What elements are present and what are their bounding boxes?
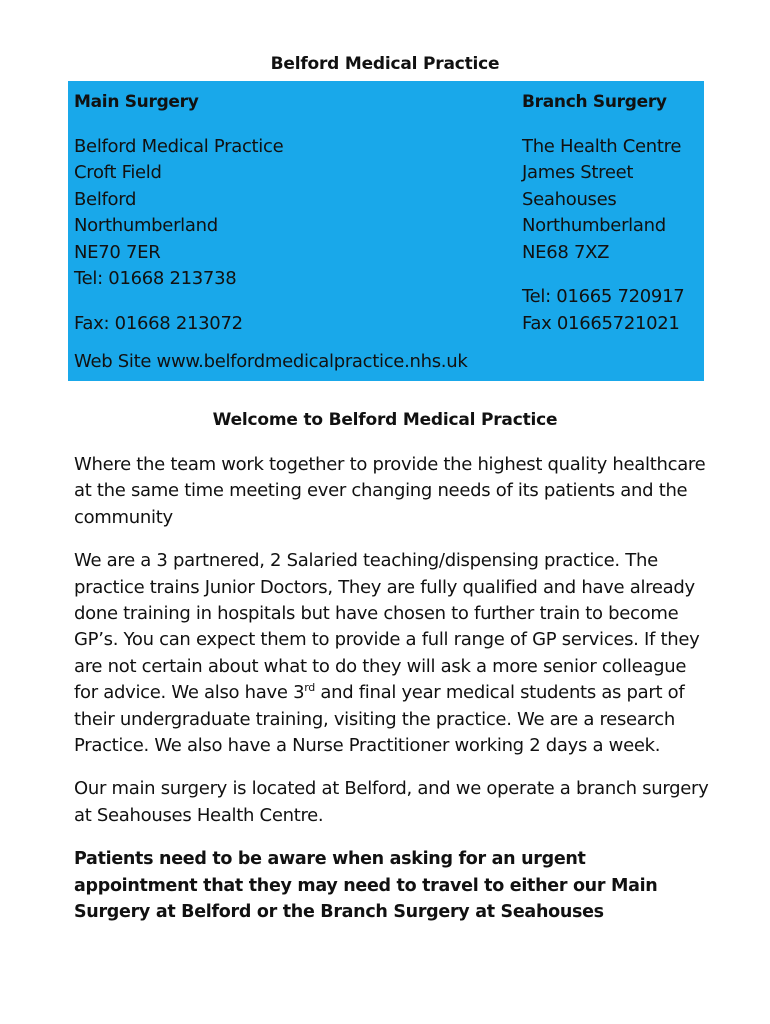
practice-description-paragraph [74,548,714,759]
main-surgery-heading: Main Surgery [74,92,199,112]
main-surgery-address-line: Belford Medical Practice [74,135,284,157]
location-paragraph: Our main surgery is located at Belford, and we operate a branch surgery at Seahouses Health Centre. [74,778,709,826]
contact-info-box [68,81,704,381]
welcome-heading: Welcome to Belford Medical Practice [212,410,558,430]
branch-surgery-tel: Tel: 01665 720917 [522,286,685,307]
main-surgery-tel: Tel: 01668 213738 [74,268,237,289]
main-surgery-column [74,89,283,337]
branch-surgery-address-line: Northumberland [522,215,666,236]
branch-surgery-postcode: NE68 7XZ [522,241,610,263]
page-title: Belford Medical Practice [270,54,500,74]
main-surgery-address-line: Belford [74,188,137,210]
urgent-notice-paragraph: Patients need to be aware when asking for an urgent appointment that they may need to travel to either our Main Surgery at Belford or the Branch Surgery at Seahouses [74,849,658,923]
practice-description-part1: We are a 3 partnered, 2 Salaried teaching/dispensing practice. The practice trains Junior Doctors, They are fully qualified and have already done training in hospitals but have chosen to further train to become GP’s. You can expect them to provide a full range of GP services. If they are not certain about what to do they will ask a more senior colleague for advice. We also have 3 [74,550,700,704]
main-surgery-postcode: NE70 7ER [74,241,161,263]
main-surgery-address-line: Northumberland [74,215,218,236]
practice-description-part2: and final year medical students as part of their undergraduate training, visiting the practice. We are a research Practice. We also have a Nurse Practitioner working 2 days a week. [74,682,685,757]
main-surgery-address-line: Croft Field [74,162,162,183]
branch-surgery-fax: Fax 01665721021 [522,312,680,334]
ordinal-suffix: rd [304,681,315,695]
branch-surgery-heading: Branch Surgery [522,92,667,112]
branch-surgery-address-line: James Street [522,162,634,183]
branch-surgery-address-line: Seahouses [522,188,617,210]
branch-surgery-address-line: The Health Centre [522,135,682,157]
intro-paragraph: Where the team work together to provide the highest quality healthcare at the same time meeting ever changing needs of its patients and the community [74,454,706,528]
body-content [74,452,714,943]
website-line: Web Site www.belfordmedicalpractice.nhs.uk [74,351,468,372]
branch-surgery-column [522,89,684,337]
main-surgery-fax: Fax: 01668 213072 [74,312,243,334]
